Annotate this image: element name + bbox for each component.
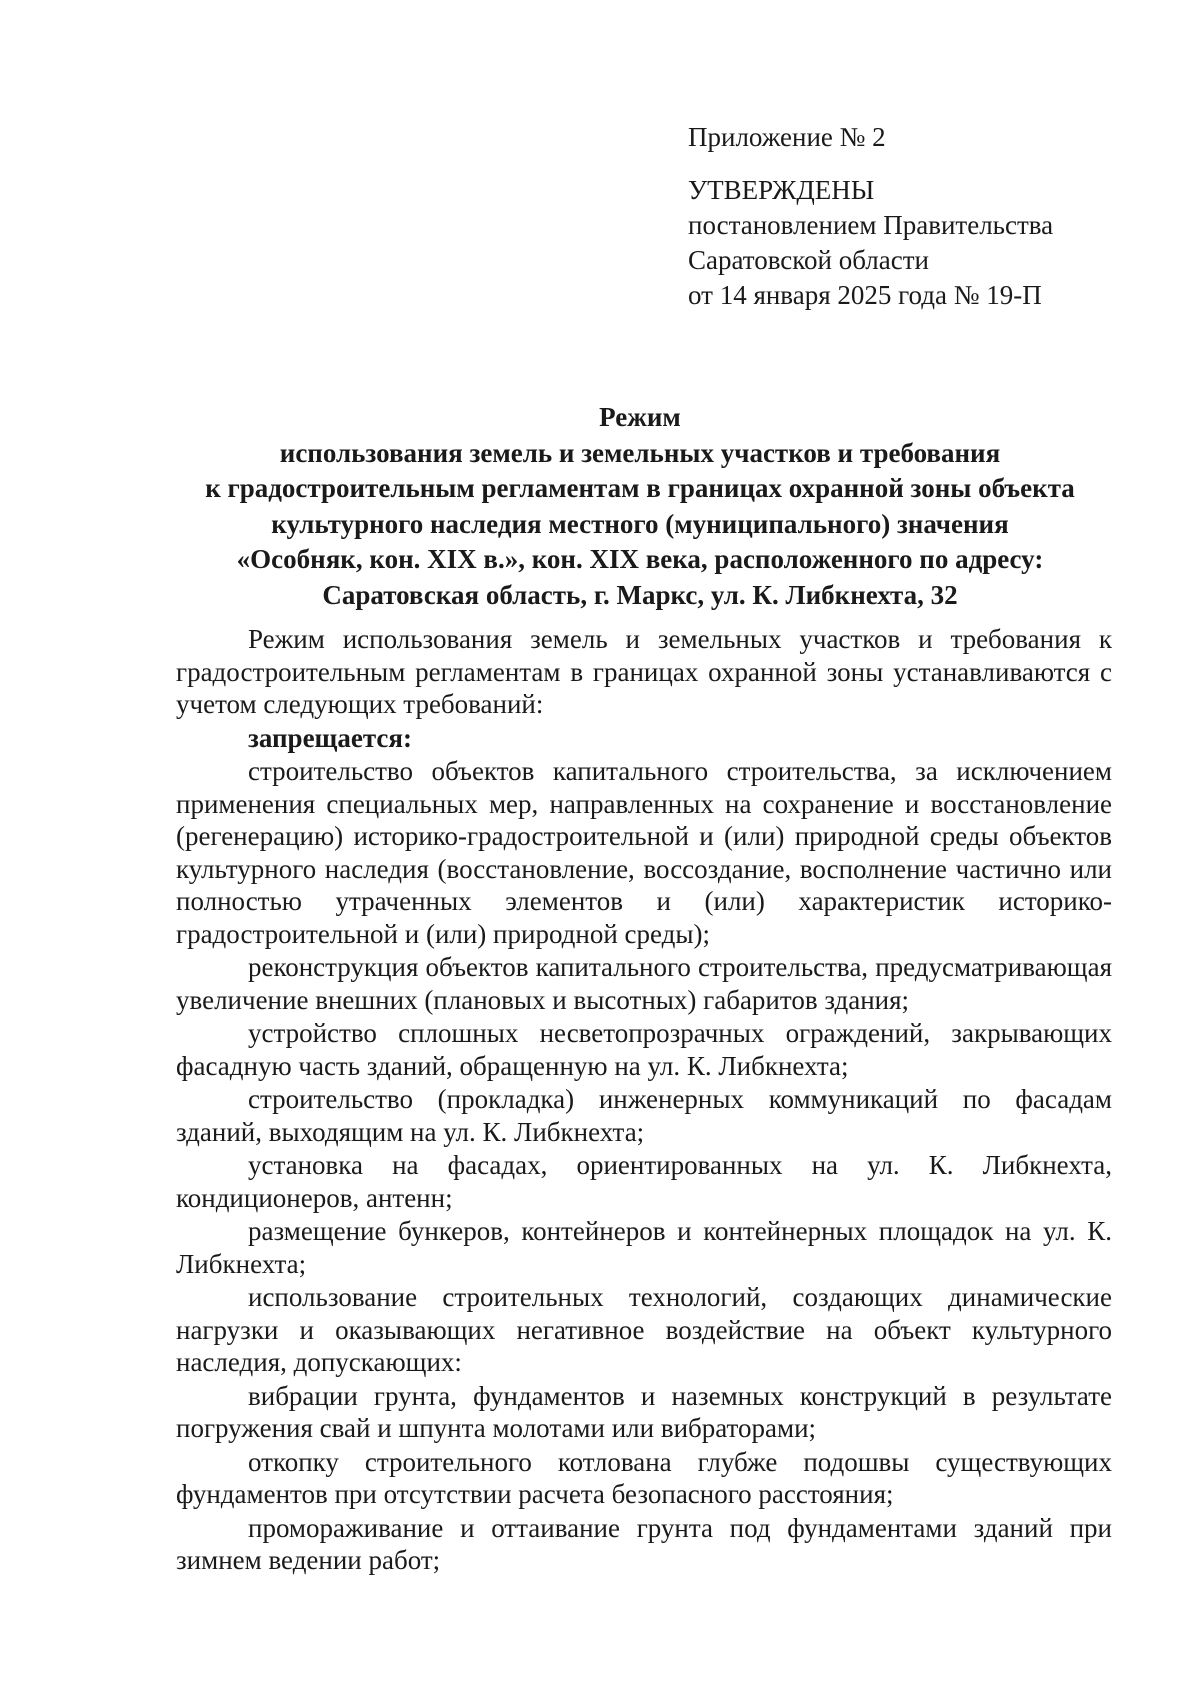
- prohibited-item: строительство объектов капитального строительства, за исключением применения специальных мер, направленных на сохранение и восстановление (регенерацию) историко-градостроительной и (или) природной среды объектов культурного наследия (восстановление, воссоздание, восполнение частично или полностью утраченных элементов и (или) характеристик историко-градостроительной и (или) природной среды);: [176, 756, 1112, 949]
- title-line: Саратовская область, г. Маркс, ул. К. Либкнехта, 32: [322, 579, 958, 610]
- annex-line: Саратовской области: [688, 245, 929, 275]
- prohibited-item: вибрации грунта, фундаментов и наземных конструкций в результате погружения свай и шпунта молотами или вибраторами;: [176, 1380, 1112, 1443]
- prohibited-item: использование строительных технологий, создающих динамические нагрузки и оказывающих негативное воздействие на объект культурного наследия, допускающих:: [176, 1282, 1112, 1377]
- prohibited-item: реконструкция объектов капитального строительства, предусматривающая увеличение внешних (плановых и высотных) габаритов здания;: [176, 952, 1112, 1015]
- annex-line: от 14 января 2025 года № 19-П: [688, 280, 1042, 310]
- intro-paragraph: Режим использования земель и земельных участков и требования к градостроительным регламентам в границах охранной зоны устанавливаются с учетом следующих требований:: [176, 624, 1112, 719]
- title-line: «Особняк, кон. XIX в.», кон. XIX века, расположенного по адресу:: [236, 544, 1044, 574]
- annex-number: Приложение № 2: [688, 122, 886, 152]
- annex-line: постановлением Правительства: [688, 210, 1054, 240]
- annex-block: [688, 120, 1053, 313]
- document-title: [160, 400, 1120, 613]
- title-line: культурного наследия местного (муниципального) значения: [271, 508, 1009, 539]
- prohibited-item: устройство сплошных несветопрозрачных ограждений, закрывающих фасадную часть зданий, обращенную на ул. К. Либкнехта;: [176, 1018, 1112, 1081]
- title-line: Режим: [599, 402, 681, 432]
- document-body: [176, 623, 1112, 1578]
- prohibited-item: установка на фасадах, ориентированных на ул. К. Либкнехта, кондиционеров, антенн;: [176, 1150, 1112, 1213]
- prohibited-item: строительство (прокладка) инженерных коммуникаций по фасадам зданий, выходящим на ул. К. Либкнехта;: [176, 1084, 1112, 1147]
- title-line: использования земель и земельных участков и требования: [279, 437, 1001, 468]
- prohibited-item: откопку строительного котлована глубже подошвы существующих фундаментов при отсутствии расчета безопасного расстояния;: [176, 1446, 1112, 1509]
- prohibited-label: запрещается:: [248, 722, 413, 753]
- annex-approved: УТВЕРЖДЕНЫ: [688, 175, 875, 205]
- prohibited-item: размещение бункеров, контейнеров и контейнерных площадок на ул. К. Либкнехта;: [176, 1216, 1112, 1279]
- title-line: к градостроительным регламентам в границах охранной зоны объекта: [205, 473, 1075, 503]
- prohibited-item: промораживание и оттаивание грунта под фундаментами зданий при зимнем ведении работ;: [176, 1512, 1112, 1575]
